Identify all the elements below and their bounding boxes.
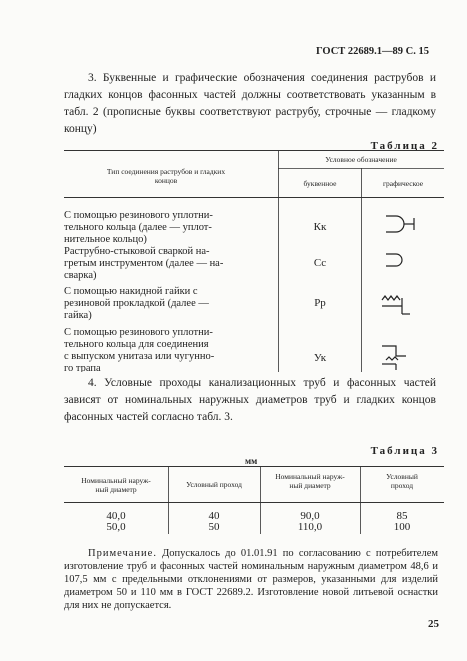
row-3-line-3: гайка) [64,310,92,321]
row-1-line-3: нительное кольцо) [64,234,147,245]
table-3-header-2: Условный проход [186,480,242,489]
note [64,547,438,612]
row-4-letter: Ук [313,352,327,364]
row-1-line-2: тельного кольца (далее — уплот- [64,222,212,233]
table-2-row [64,327,406,372]
table-2-header-graphic: графическое [382,179,424,188]
note-label: Примечание. [88,548,157,559]
table-2-header-type-line-1: Тип соединения раструбов и гладких [106,167,226,176]
table-3-cell: 40,0 [106,510,126,522]
row-2-line-3: сварка) [64,270,97,281]
table-3-header-4-line-2: проход [390,481,414,490]
table-3-cell: 50,0 [106,521,126,533]
row-2-line-1: Раструбно-стыковой сваркой на- [64,246,210,257]
paragraph-4: 4. Условные проходы канализационных труб и фасонных частей зависят от номинальных наружных диаметров труб и гладких концов фасонных частей согласно табл. 3. [64,377,436,423]
table-row [106,510,408,522]
table-2-row [64,246,402,281]
table-3-header-3-line-1: Номинальный наруж- [275,472,345,481]
nut-gasket-symbol [382,296,410,314]
row-4-line-1: С помощью резинового уплотни- [64,327,213,338]
row-1-letter: Кк [313,221,327,233]
table-3-header-1-line-2: ный диаметр [95,485,137,494]
row-3-line-1: С помощью накидной гайки с [64,286,198,297]
table-3-cell: 90,0 [300,510,320,522]
row-4-line-4: го трапа [64,363,101,372]
table-3-header-3-line-2: ный диаметр [289,481,331,490]
note-text: Допускалось до 01.01.91 по согласованию с потребителем изготовление труб и фасонных частей номинальным наружным диаметром 48,6 и 107,5 мм с предельными отклонениями от размеров, указанными для изделий диаметром 50 и 110 мм в ГОСТ 22689.2. Изготовление новой литьевой оснастки для них не допускается. [64,548,438,611]
table-3-caption: Таблица 3 [370,445,439,457]
row-3-line-2: резиновой прокладкой (далее — [64,298,209,309]
row-2-line-2: гретым инструментом (далее — на- [64,258,224,269]
row-4-line-2: тельного кольца для соединения [64,339,209,350]
standard-header: ГОСТ 22689.1—89 С. 15 [315,46,429,57]
table-row [106,521,410,533]
table-2-header-type-line-2: концов [154,176,178,185]
table-2-header-designation: Условное обозначение [325,155,397,164]
table-3 [64,466,444,534]
page-number: 25 [428,618,439,630]
paragraph-3: 3. Буквенные и графические обозначения соединения раструбов и гладких концов фасонных частей должны соответствовать указанным в табл. 2 (прописные буквы соответствуют раструбу, строчные — гладкому концу) [64,72,436,135]
table-3-header-1-line-1: Номинальный наруж- [81,476,151,485]
row-3-letter: Рр [314,297,326,309]
table-2 [64,150,444,372]
row-2-letter: Сс [313,257,327,269]
table-3-cell: 100 [393,521,411,533]
butt-weld-symbol [386,254,402,266]
table-2-row [64,286,410,321]
toilet-outlet-symbol [382,346,406,370]
table-3-cell: 50 [208,521,220,533]
table-3-unit: мм [245,456,258,466]
table-3-cell: 40 [208,510,220,522]
table-2-header-letter: буквенное [303,179,337,188]
ring-seal-symbol [386,216,414,232]
table-3-cell: 110,0 [297,521,323,533]
row-4-line-3: с выпуском унитаза или чугунно- [64,351,215,362]
table-2-caption: Таблица 2 [370,140,439,152]
table-3-header-4-line-1: Условный [386,472,418,481]
table-3-cell: 85 [396,510,408,522]
row-1-line-1: С помощью резинового уплотни- [64,210,213,221]
